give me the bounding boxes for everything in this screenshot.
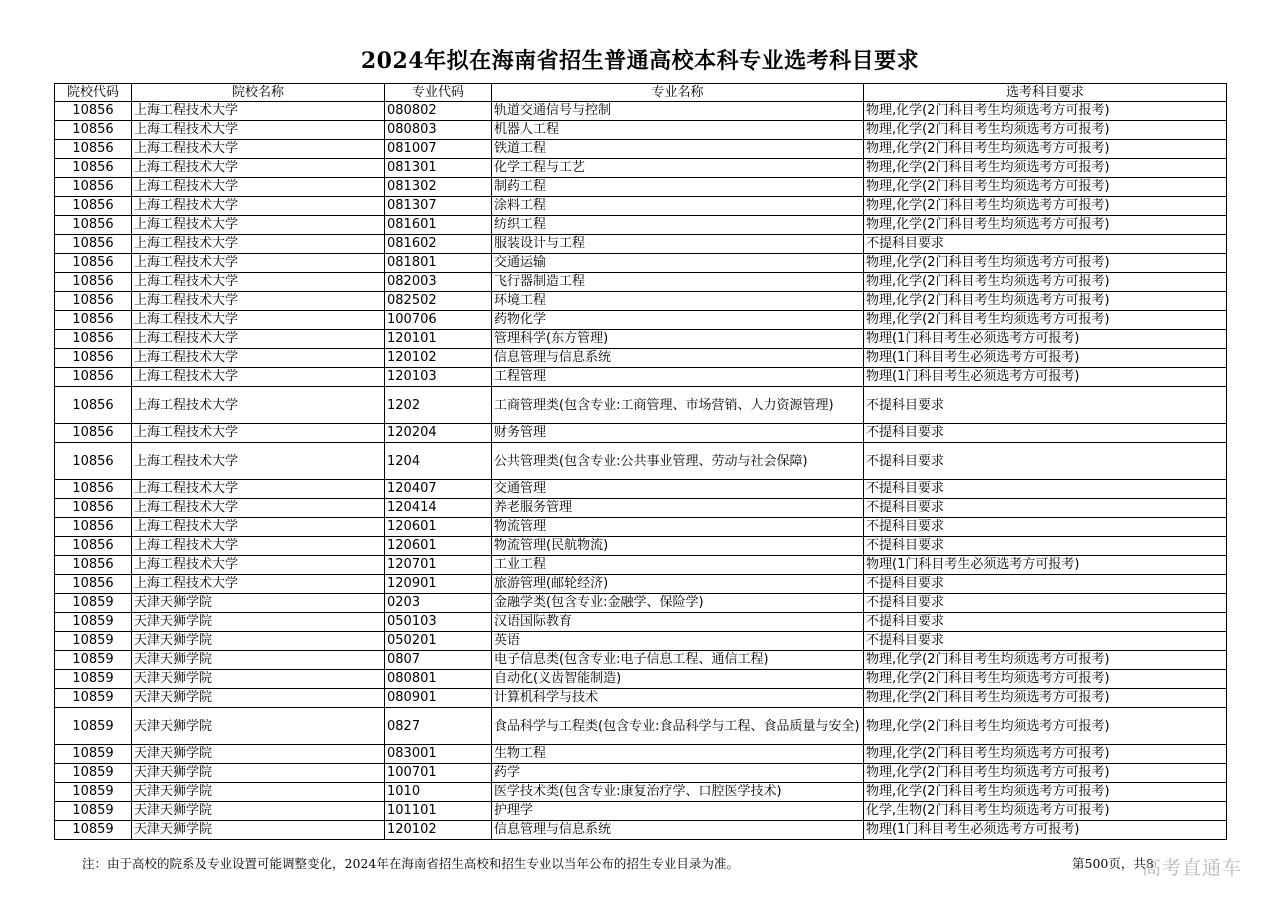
table-header-row [55,84,1227,102]
cell-major-code: 120601 [385,537,492,556]
cell-major-name: 计算机科学与技术 [492,689,864,708]
cell-major-name: 工商管理类(包含专业:工商管理、市场营销、人力资源管理) [492,387,864,424]
cell-subject-requirement: 物理,化学(2门科目考生均须选考方可报考) [864,764,1227,783]
cell-school-code: 10856 [55,349,132,368]
cell-school-code: 10859 [55,632,132,651]
table-row [55,689,1227,708]
cell-major-code: 050201 [385,632,492,651]
cell-school-code: 10856 [55,330,132,349]
cell-major-name: 生物工程 [492,745,864,764]
cell-major-code: 0807 [385,651,492,670]
cell-school-code: 10856 [55,424,132,443]
cell-major-code: 082003 [385,273,492,292]
table-row [55,537,1227,556]
cell-school-code: 10856 [55,273,132,292]
table-row [55,499,1227,518]
cell-major-code: 080803 [385,121,492,140]
table-row [55,121,1227,140]
cell-subject-requirement: 物理,化学(2门科目考生均须选考方可报考) [864,745,1227,764]
cell-subject-requirement: 不提科目要求 [864,594,1227,613]
cell-school-name: 天津天狮学院 [132,708,385,745]
footnote: 注：由于高校的院系及专业设置可能调整变化，2024年在海南省招生高校和招生专业以当年公布的招生专业目录为准。 [82,856,739,871]
cell-school-code: 10856 [55,216,132,235]
cell-major-name: 公共管理类(包含专业:公共事业管理、劳动与社会保障) [492,443,864,480]
table-row [55,140,1227,159]
cell-major-code: 081302 [385,178,492,197]
table-row [55,235,1227,254]
cell-major-code: 081301 [385,159,492,178]
cell-school-name: 天津天狮学院 [132,613,385,632]
cell-subject-requirement: 不提科目要求 [864,424,1227,443]
cell-school-code: 10856 [55,197,132,216]
cell-subject-requirement: 物理(1门科目考生必须选考方可报考) [864,821,1227,840]
table-row [55,311,1227,330]
cell-major-name: 旅游管理(邮轮经济) [492,575,864,594]
cell-major-name: 涂料工程 [492,197,864,216]
cell-major-name: 工程管理 [492,368,864,387]
cell-school-name: 上海工程技术大学 [132,140,385,159]
cell-school-code: 10859 [55,708,132,745]
table-row [55,216,1227,235]
cell-school-code: 10859 [55,670,132,689]
table-row [55,594,1227,613]
table-row [55,651,1227,670]
cell-subject-requirement: 物理,化学(2门科目考生均须选考方可报考) [864,254,1227,273]
cell-school-code: 10859 [55,613,132,632]
cell-major-name: 医学技术类(包含专业:康复治疗学、口腔医学技术) [492,783,864,802]
cell-major-name: 机器人工程 [492,121,864,140]
cell-school-name: 上海工程技术大学 [132,102,385,121]
cell-major-name: 英语 [492,632,864,651]
cell-school-code: 10856 [55,311,132,330]
table-row [55,159,1227,178]
cell-school-name: 上海工程技术大学 [132,480,385,499]
cell-major-code: 081601 [385,216,492,235]
table-row [55,197,1227,216]
cell-school-name: 上海工程技术大学 [132,216,385,235]
table-row [55,254,1227,273]
cell-subject-requirement: 物理,化学(2门科目考生均须选考方可报考) [864,102,1227,121]
cell-subject-requirement: 不提科目要求 [864,613,1227,632]
cell-major-name: 化学工程与工艺 [492,159,864,178]
table-row [55,632,1227,651]
cell-school-code: 10859 [55,783,132,802]
cell-major-code: 120102 [385,349,492,368]
table-row [55,292,1227,311]
cell-school-code: 10859 [55,764,132,783]
cell-school-name: 上海工程技术大学 [132,330,385,349]
cell-major-code: 081801 [385,254,492,273]
cell-major-name: 护理学 [492,802,864,821]
cell-school-name: 天津天狮学院 [132,802,385,821]
subject-requirements-table [54,83,1227,840]
cell-subject-requirement: 物理,化学(2门科目考生均须选考方可报考) [864,216,1227,235]
cell-school-name: 上海工程技术大学 [132,254,385,273]
cell-subject-requirement: 物理,化学(2门科目考生均须选考方可报考) [864,178,1227,197]
cell-school-name: 上海工程技术大学 [132,575,385,594]
cell-school-name: 上海工程技术大学 [132,197,385,216]
table-row [55,102,1227,121]
cell-major-code: 120901 [385,575,492,594]
cell-school-name: 上海工程技术大学 [132,556,385,575]
cell-major-name: 电子信息类(包含专业:电子信息工程、通信工程) [492,651,864,670]
header-school-name: 院校名称 [132,84,385,102]
table-row [55,821,1227,840]
cell-major-name: 金融学类(包含专业:金融学、保险学) [492,594,864,613]
cell-subject-requirement: 物理,化学(2门科目考生均须选考方可报考) [864,670,1227,689]
cell-school-name: 上海工程技术大学 [132,443,385,480]
cell-major-code: 120407 [385,480,492,499]
cell-major-code: 120414 [385,499,492,518]
header-subject-requirement: 选考科目要求 [864,84,1227,102]
cell-major-code: 100701 [385,764,492,783]
watermark: 高考直通车 [1142,857,1243,879]
cell-subject-requirement: 不提科目要求 [864,499,1227,518]
cell-school-code: 10859 [55,689,132,708]
table-row [55,273,1227,292]
cell-subject-requirement: 物理(1门科目考生必须选考方可报考) [864,368,1227,387]
cell-major-code: 080901 [385,689,492,708]
cell-subject-requirement: 化学,生物(2门科目考生均须选考方可报考) [864,802,1227,821]
cell-major-code: 080801 [385,670,492,689]
cell-major-code: 120102 [385,821,492,840]
table-row [55,480,1227,499]
cell-school-code: 10856 [55,368,132,387]
table-row [55,764,1227,783]
cell-major-name: 汉语国际教育 [492,613,864,632]
cell-major-name: 信息管理与信息系统 [492,349,864,368]
cell-subject-requirement: 物理,化学(2门科目考生均须选考方可报考) [864,708,1227,745]
header-major-name: 专业名称 [492,84,864,102]
table-row [55,613,1227,632]
cell-major-code: 120103 [385,368,492,387]
cell-major-name: 药物化学 [492,311,864,330]
cell-major-name: 工业工程 [492,556,864,575]
cell-school-name: 上海工程技术大学 [132,518,385,537]
cell-subject-requirement: 物理,化学(2门科目考生均须选考方可报考) [864,651,1227,670]
table-row [55,178,1227,197]
table-row [55,556,1227,575]
cell-major-code: 1202 [385,387,492,424]
cell-school-name: 天津天狮学院 [132,632,385,651]
cell-major-name: 信息管理与信息系统 [492,821,864,840]
cell-major-code: 100706 [385,311,492,330]
cell-major-name: 纺织工程 [492,216,864,235]
cell-school-code: 10859 [55,802,132,821]
cell-school-name: 天津天狮学院 [132,670,385,689]
cell-major-code: 120701 [385,556,492,575]
cell-subject-requirement: 物理(1门科目考生必须选考方可报考) [864,349,1227,368]
cell-major-code: 1010 [385,783,492,802]
page-number: 第500页，共8 [1072,856,1154,871]
cell-subject-requirement: 物理(1门科目考生必须选考方可报考) [864,556,1227,575]
cell-major-name: 养老服务管理 [492,499,864,518]
header-school-code: 院校代码 [55,84,132,102]
cell-major-name: 环境工程 [492,292,864,311]
cell-school-name: 上海工程技术大学 [132,292,385,311]
cell-subject-requirement: 不提科目要求 [864,480,1227,499]
cell-major-code: 1204 [385,443,492,480]
cell-school-name: 上海工程技术大学 [132,387,385,424]
cell-major-code: 120101 [385,330,492,349]
cell-subject-requirement: 物理,化学(2门科目考生均须选考方可报考) [864,159,1227,178]
table-row [55,349,1227,368]
cell-school-name: 上海工程技术大学 [132,499,385,518]
table-row [55,802,1227,821]
table-row [55,745,1227,764]
cell-major-code: 101101 [385,802,492,821]
cell-major-code: 120601 [385,518,492,537]
cell-school-name: 上海工程技术大学 [132,273,385,292]
cell-subject-requirement: 物理,化学(2门科目考生均须选考方可报考) [864,121,1227,140]
cell-major-code: 082502 [385,292,492,311]
cell-school-name: 天津天狮学院 [132,689,385,708]
cell-school-code: 10856 [55,140,132,159]
cell-school-code: 10859 [55,594,132,613]
cell-school-code: 10856 [55,159,132,178]
cell-school-name: 上海工程技术大学 [132,311,385,330]
cell-major-code: 050103 [385,613,492,632]
cell-school-code: 10859 [55,745,132,764]
cell-school-name: 天津天狮学院 [132,764,385,783]
cell-school-name: 天津天狮学院 [132,821,385,840]
cell-school-name: 上海工程技术大学 [132,235,385,254]
cell-subject-requirement: 不提科目要求 [864,518,1227,537]
cell-subject-requirement: 物理,化学(2门科目考生均须选考方可报考) [864,197,1227,216]
cell-subject-requirement: 物理,化学(2门科目考生均须选考方可报考) [864,273,1227,292]
cell-school-code: 10856 [55,102,132,121]
table-row [55,387,1227,424]
cell-major-code: 081307 [385,197,492,216]
cell-school-code: 10856 [55,254,132,273]
cell-subject-requirement: 物理,化学(2门科目考生均须选考方可报考) [864,783,1227,802]
cell-major-name: 轨道交通信号与控制 [492,102,864,121]
cell-subject-requirement: 物理,化学(2门科目考生均须选考方可报考) [864,292,1227,311]
table-row [55,330,1227,349]
cell-major-code: 0827 [385,708,492,745]
table-body [55,102,1227,840]
cell-major-code: 120204 [385,424,492,443]
cell-subject-requirement: 不提科目要求 [864,443,1227,480]
cell-school-name: 天津天狮学院 [132,594,385,613]
cell-major-name: 飞行器制造工程 [492,273,864,292]
cell-major-name: 制药工程 [492,178,864,197]
cell-school-code: 10859 [55,651,132,670]
cell-school-code: 10856 [55,518,132,537]
cell-school-name: 上海工程技术大学 [132,424,385,443]
cell-school-name: 上海工程技术大学 [132,368,385,387]
cell-subject-requirement: 物理,化学(2门科目考生均须选考方可报考) [864,140,1227,159]
cell-school-code: 10856 [55,537,132,556]
table-row [55,424,1227,443]
cell-subject-requirement: 不提科目要求 [864,387,1227,424]
cell-school-code: 10856 [55,556,132,575]
page-title: 2024年拟在海南省招生普通高校本科专业选考科目要求 [360,48,920,74]
cell-major-code: 081007 [385,140,492,159]
cell-subject-requirement: 不提科目要求 [864,575,1227,594]
cell-school-name: 上海工程技术大学 [132,537,385,556]
cell-major-name: 物流管理(民航物流) [492,537,864,556]
cell-major-name: 物流管理 [492,518,864,537]
cell-major-name: 自动化(义齿智能制造) [492,670,864,689]
cell-school-name: 上海工程技术大学 [132,121,385,140]
cell-major-code: 083001 [385,745,492,764]
cell-school-code: 10856 [55,387,132,424]
cell-school-code: 10859 [55,821,132,840]
cell-school-code: 10856 [55,292,132,311]
table-row [55,783,1227,802]
cell-major-name: 财务管理 [492,424,864,443]
cell-major-name: 铁道工程 [492,140,864,159]
cell-subject-requirement: 物理,化学(2门科目考生均须选考方可报考) [864,689,1227,708]
cell-major-code: 080802 [385,102,492,121]
cell-school-code: 10856 [55,575,132,594]
cell-school-code: 10856 [55,443,132,480]
cell-major-name: 交通运输 [492,254,864,273]
cell-school-name: 上海工程技术大学 [132,159,385,178]
cell-school-code: 10856 [55,121,132,140]
cell-subject-requirement: 物理(1门科目考生必须选考方可报考) [864,330,1227,349]
cell-school-code: 10856 [55,499,132,518]
table-row [55,368,1227,387]
cell-school-name: 天津天狮学院 [132,651,385,670]
table-row [55,443,1227,480]
cell-major-name: 管理科学(东方管理) [492,330,864,349]
header-major-code: 专业代码 [385,84,492,102]
cell-major-code: 0203 [385,594,492,613]
cell-school-name: 上海工程技术大学 [132,178,385,197]
table-row [55,708,1227,745]
cell-major-name: 药学 [492,764,864,783]
cell-major-code: 081602 [385,235,492,254]
table-row [55,518,1227,537]
cell-subject-requirement: 物理,化学(2门科目考生均须选考方可报考) [864,311,1227,330]
cell-major-name: 交通管理 [492,480,864,499]
cell-school-name: 天津天狮学院 [132,783,385,802]
cell-school-name: 天津天狮学院 [132,745,385,764]
cell-subject-requirement: 不提科目要求 [864,235,1227,254]
cell-school-code: 10856 [55,480,132,499]
cell-subject-requirement: 不提科目要求 [864,537,1227,556]
cell-subject-requirement: 不提科目要求 [864,632,1227,651]
table-row [55,575,1227,594]
cell-school-name: 上海工程技术大学 [132,349,385,368]
table-row [55,670,1227,689]
cell-major-name: 服装设计与工程 [492,235,864,254]
cell-school-code: 10856 [55,235,132,254]
cell-major-name: 食品科学与工程类(包含专业:食品科学与工程、食品质量与安全) [492,708,864,745]
cell-school-code: 10856 [55,178,132,197]
